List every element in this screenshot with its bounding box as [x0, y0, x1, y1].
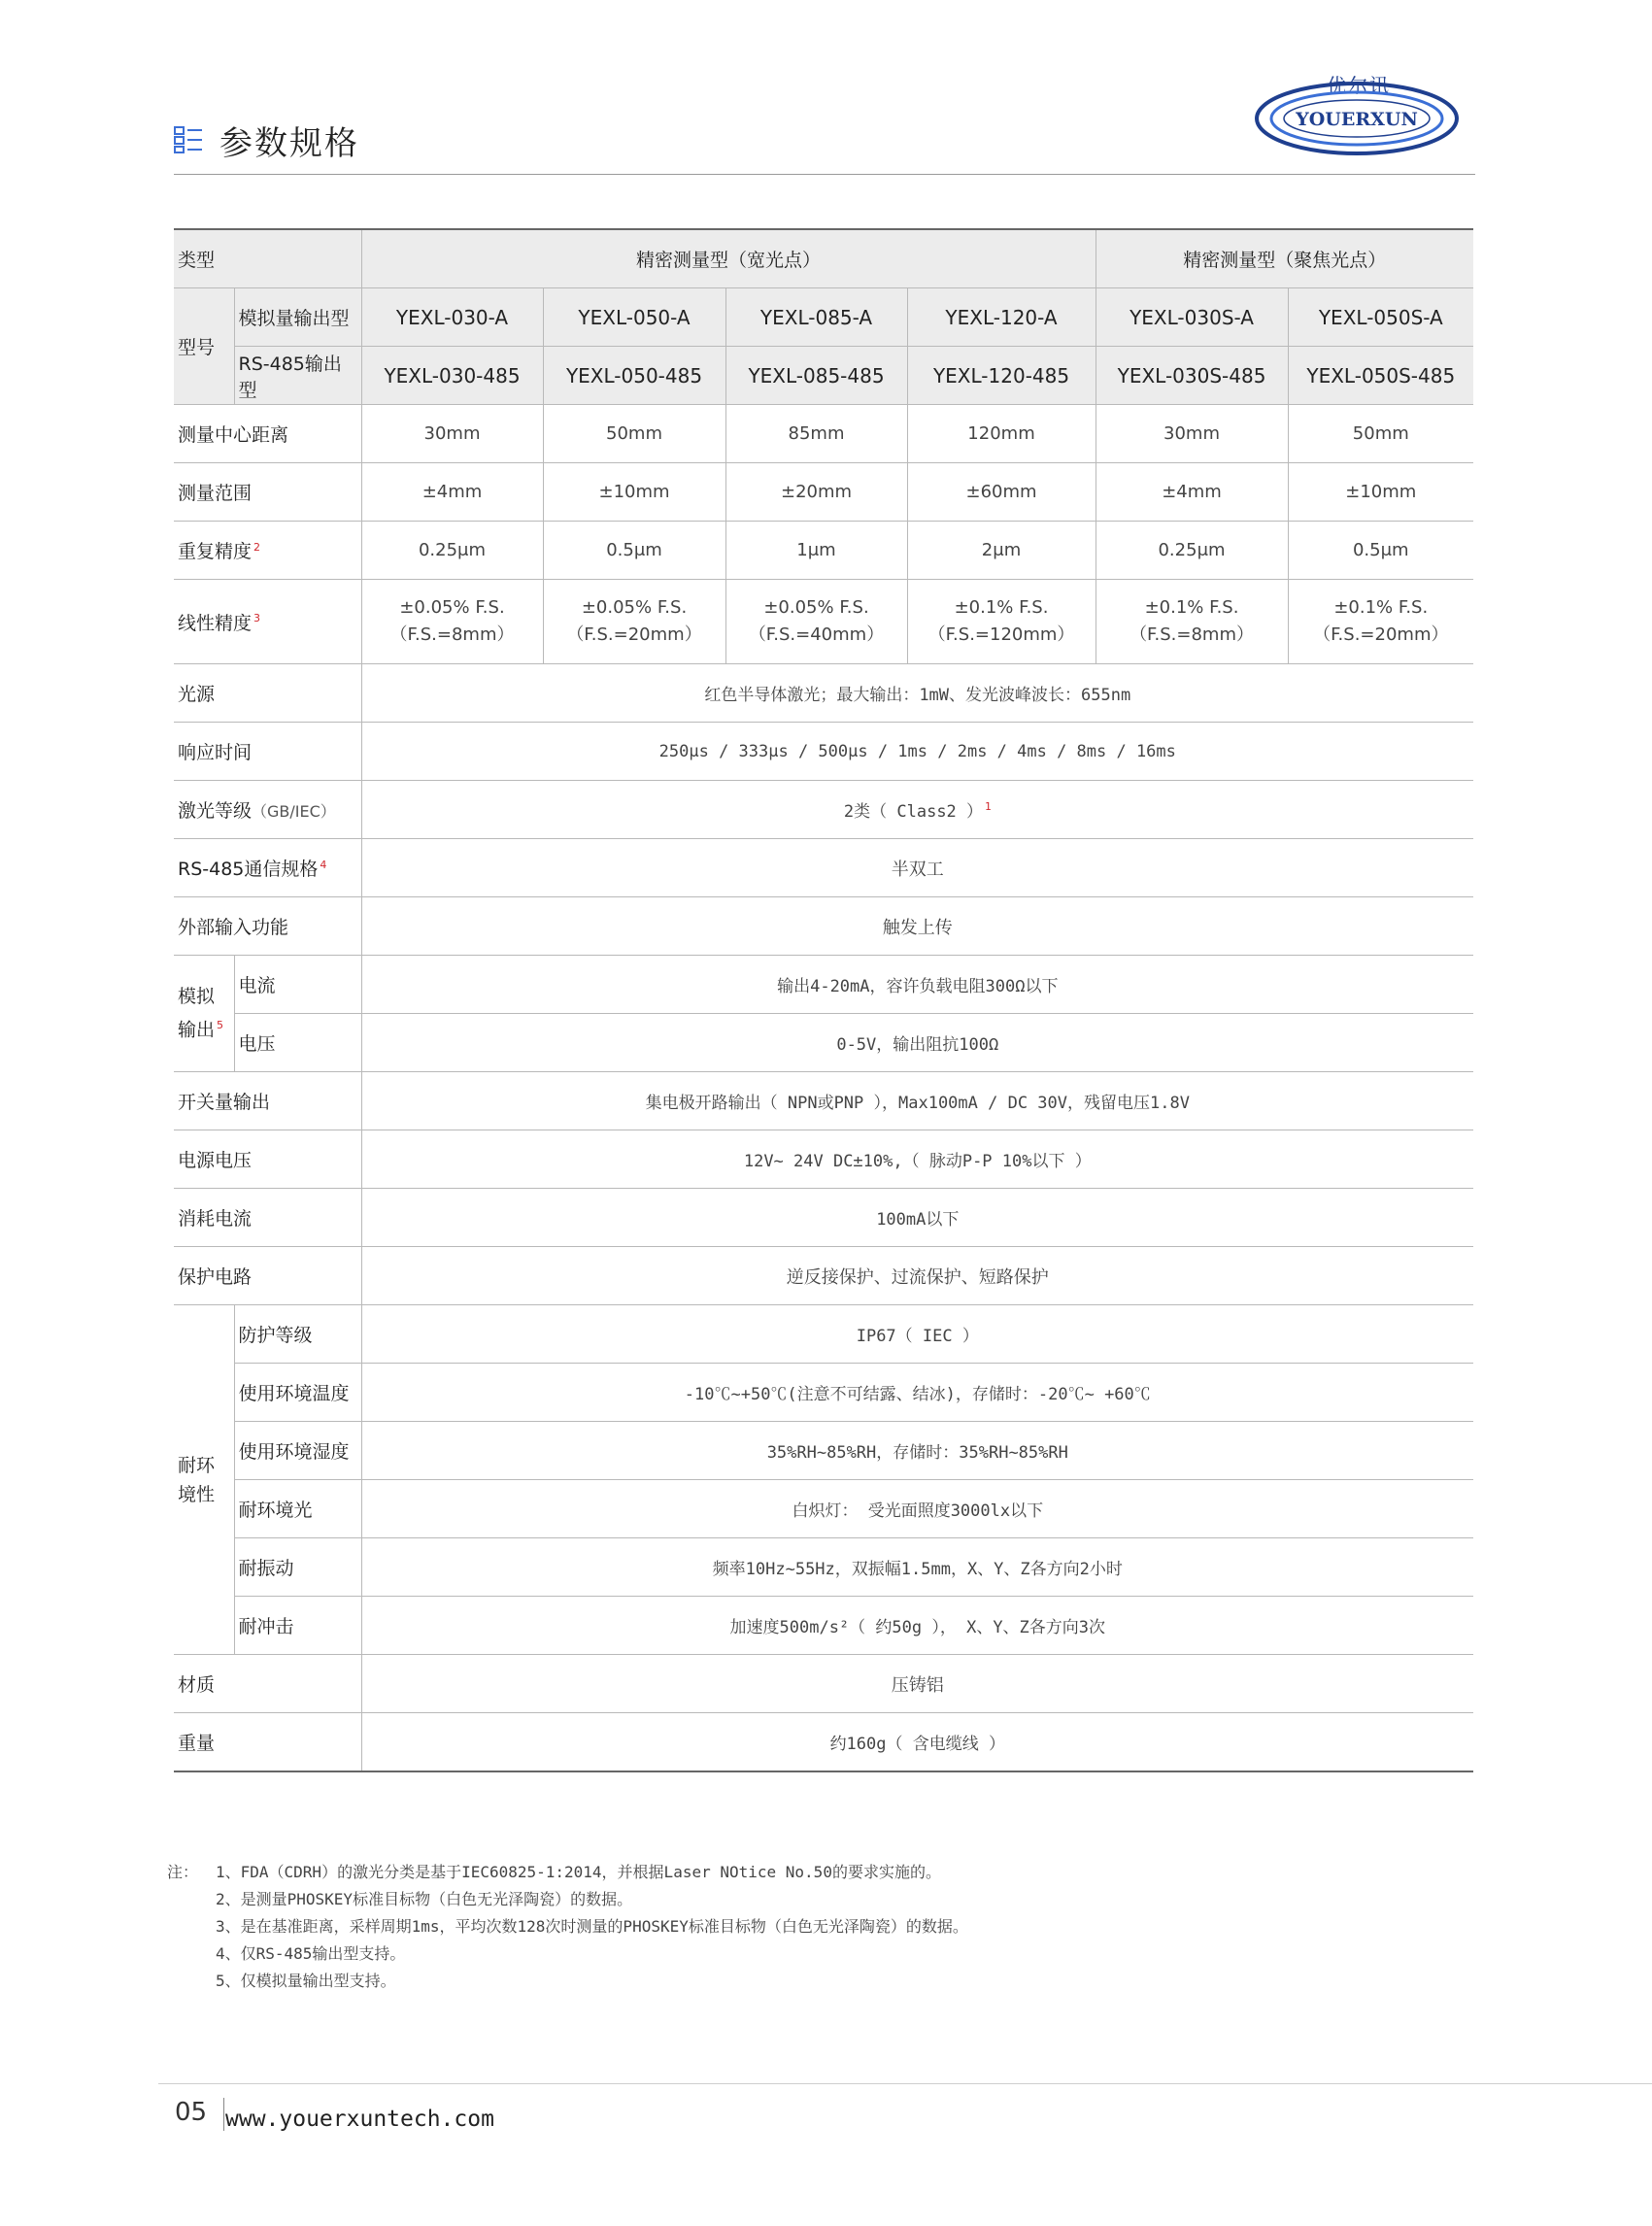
website-url: www.youerxuntech.com	[225, 2107, 494, 2132]
laser-class-label-suffix: （GB/IEC）	[252, 802, 336, 821]
footnote-text: 2、是测量PHOSKEY标准目标物（白色无光泽陶瓷）的数据。	[216, 1890, 633, 1908]
table-cell: 0.5μm	[543, 522, 725, 580]
linearity-label	[174, 580, 361, 664]
linearity-fs: （F.S.=8mm）	[389, 624, 515, 645]
table-row-weight	[174, 1713, 1473, 1772]
table-row-power-voltage	[174, 1130, 1473, 1189]
table-cell: 0.25μm	[361, 522, 543, 580]
laser-class-text: 2类（ Class2 ）	[843, 802, 984, 822]
footnote-text: 5、仅模拟量输出型支持。	[216, 1972, 396, 1990]
footnote-marker: 5	[217, 1019, 224, 1032]
analog-output-group-label	[174, 956, 234, 1072]
footnote-marker: 4	[320, 858, 327, 871]
spec-table	[174, 228, 1473, 1772]
voltage-label: 电压	[234, 1014, 361, 1072]
voltage-value: 0-5V，输出阻抗100Ω	[361, 1014, 1473, 1072]
table-cell: 1μm	[725, 522, 907, 580]
current-label: 电流	[234, 956, 361, 1014]
rs485-type-label: RS-485输出型	[234, 347, 361, 405]
weight-label: 重量	[174, 1713, 361, 1772]
rs485-spec-label	[174, 839, 361, 897]
table-row-env-temp	[174, 1364, 1473, 1422]
group-focus-spot: 精密测量型（聚焦光点）	[1096, 229, 1473, 288]
linearity-fs: （F.S.=20mm）	[566, 624, 702, 645]
model-cell: YEXL-050S-485	[1288, 347, 1473, 405]
footnote-item	[167, 1859, 968, 1886]
footnote-item	[167, 1940, 968, 1968]
linearity-label-text: 线性精度	[178, 612, 253, 634]
table-row-range	[174, 463, 1473, 522]
table-cell: ±4mm	[1096, 463, 1288, 522]
light-source-value: 红色半导体激光；最大输出：1mW、发光波峰波长：655nm	[361, 664, 1473, 723]
material-value: 压铸铝	[361, 1655, 1473, 1713]
model-cell: YEXL-050S-A	[1288, 288, 1473, 347]
env-group-line2: 境性	[178, 1483, 216, 1505]
table-row-external-input	[174, 897, 1473, 956]
model-cell: YEXL-120-485	[907, 347, 1096, 405]
env-group-line1: 耐环	[178, 1454, 216, 1476]
switch-output-value: 集电极开路输出（ NPN或PNP ），Max100mA / DC 30V，残留电压1.8V	[361, 1072, 1473, 1130]
footnote-marker: 2	[253, 540, 261, 554]
table-cell: 50mm	[1288, 405, 1473, 463]
logo-english-text: YOUERXUN	[1296, 109, 1418, 130]
footnote-marker: 1	[985, 800, 992, 814]
rs485-spec-value: 半双工	[361, 839, 1473, 897]
table-row-env-vibration	[174, 1538, 1473, 1597]
logo-chinese-text: 优尔讯	[1327, 74, 1391, 97]
table-row-env-ip	[174, 1305, 1473, 1364]
table-row-material	[174, 1655, 1473, 1713]
current-value: 输出4-20mA，容许负载电阻300Ω以下	[361, 956, 1473, 1014]
table-cell: ±10mm	[1288, 463, 1473, 522]
footnote-lead: 注：	[167, 1863, 199, 1881]
env-row-value: 频率10Hz~55Hz，双振幅1.5mm，X、Y、Z各方向2小时	[361, 1538, 1473, 1597]
linearity-fs: （F.S.=8mm）	[1129, 624, 1254, 645]
consumption-label: 消耗电流	[174, 1189, 361, 1247]
model-cell: YEXL-030-A	[361, 288, 543, 347]
response-label: 响应时间	[174, 723, 361, 781]
linearity-fs: （F.S.=40mm）	[748, 624, 885, 645]
env-row-label: 耐冲击	[234, 1597, 361, 1655]
weight-value: 约160g（ 含电缆线 ）	[361, 1713, 1473, 1772]
light-source-label: 光源	[174, 664, 361, 723]
table-cell	[1096, 580, 1288, 664]
footer-divider	[158, 2083, 1652, 2084]
table-row-analog-models	[174, 288, 1473, 347]
response-value: 250μs / 333μs / 500μs / 1ms / 2ms / 4ms / 8ms / 16ms	[361, 723, 1473, 781]
rs485-spec-label-text: RS-485通信规格	[178, 859, 319, 880]
table-row-repeatability	[174, 522, 1473, 580]
analog-group-line2	[178, 1011, 230, 1044]
table-cell: ±60mm	[907, 463, 1096, 522]
brand-logo	[1253, 68, 1462, 160]
linearity-fs: （F.S.=20mm）	[1313, 624, 1449, 645]
table-cell: 0.5μm	[1288, 522, 1473, 580]
table-row-type	[174, 229, 1473, 288]
model-cell: YEXL-030-485	[361, 347, 543, 405]
footnote-item	[167, 1886, 968, 1913]
footnote-text: 1、FDA（CDRH）的激光分类是基于IEC60825-1:2014，并根据Laser NOtice No.50的要求实施的。	[216, 1863, 941, 1881]
env-row-value: 白炽灯： 受光面照度3000lx以下	[361, 1480, 1473, 1538]
env-row-label: 耐振动	[234, 1538, 361, 1597]
laser-class-label	[174, 781, 361, 839]
linearity-value: ±0.1% F.S.	[1333, 597, 1429, 618]
table-row-consumption	[174, 1189, 1473, 1247]
model-label: 型号	[174, 288, 234, 405]
table-row-env-light	[174, 1480, 1473, 1538]
distance-label: 测量中心距离	[174, 405, 361, 463]
model-cell: YEXL-050-A	[543, 288, 725, 347]
table-row-rs485-models	[174, 347, 1473, 405]
env-row-value: -10℃~+50℃(注意不可结露、结冰)，存储时：-20℃~ +60℃	[361, 1364, 1473, 1422]
linearity-fs: （F.S.=120mm）	[927, 624, 1075, 645]
table-row-env-shock	[174, 1597, 1473, 1655]
material-label: 材质	[174, 1655, 361, 1713]
table-row-rs485-spec	[174, 839, 1473, 897]
linearity-value: ±0.05% F.S.	[763, 597, 869, 618]
table-cell: ±4mm	[361, 463, 543, 522]
power-voltage-value: 12V~ 24V DC±10%,（ 脉动P-P 10%以下 ）	[361, 1130, 1473, 1189]
group-wide-spot: 精密测量型（宽光点）	[361, 229, 1096, 288]
footnote-marker: 3	[253, 612, 261, 625]
analog-group-line1: 模拟	[178, 986, 216, 1008]
checklist-icon	[174, 126, 203, 153]
table-row-protection	[174, 1247, 1473, 1305]
power-voltage-label: 电源电压	[174, 1130, 361, 1189]
model-cell: YEXL-085-485	[725, 347, 907, 405]
model-cell: YEXL-030S-485	[1096, 347, 1288, 405]
consumption-value: 100mA以下	[361, 1189, 1473, 1247]
env-row-value: 35%RH~85%RH，存储时：35%RH~85%RH	[361, 1422, 1473, 1480]
external-input-label: 外部输入功能	[174, 897, 361, 956]
footnotes	[167, 1859, 968, 1995]
table-cell: 30mm	[361, 405, 543, 463]
table-cell: 30mm	[1096, 405, 1288, 463]
footnote-text: 3、是在基准距离，采样周期1ms，平均次数128次时测量的PHOSKEY标准目标物（白色无光泽陶瓷）的数据。	[216, 1917, 968, 1936]
header-divider	[174, 174, 1475, 175]
table-cell: 0.25μm	[1096, 522, 1288, 580]
table-row-response	[174, 723, 1473, 781]
env-row-label: 使用环境温度	[234, 1364, 361, 1422]
page-title: 参数规格	[219, 124, 359, 163]
footnote-item	[167, 1913, 968, 1940]
external-input-value: 触发上传	[361, 897, 1473, 956]
table-cell	[361, 580, 543, 664]
range-label: 测量范围	[174, 463, 361, 522]
page-number: 05	[175, 2098, 208, 2127]
model-cell: YEXL-050-485	[543, 347, 725, 405]
env-row-value: 加速度500m/s²（ 约50g ）， X、Y、Z各方向3次	[361, 1597, 1473, 1655]
repeatability-label	[174, 522, 361, 580]
linearity-value: ±0.05% F.S.	[581, 597, 688, 618]
table-cell: 120mm	[907, 405, 1096, 463]
table-row-switch-output	[174, 1072, 1473, 1130]
laser-class-label-text: 激光等级	[178, 800, 253, 822]
protection-value: 逆反接保护、过流保护、短路保护	[361, 1247, 1473, 1305]
analog-type-label: 模拟量输出型	[234, 288, 361, 347]
table-cell: ±20mm	[725, 463, 907, 522]
footer-separator	[223, 2098, 224, 2131]
table-cell	[907, 580, 1096, 664]
table-row-light-source	[174, 664, 1473, 723]
analog-group-line2-text: 输出	[178, 1019, 216, 1041]
environment-group-label	[174, 1305, 234, 1655]
footnote-text: 4、仅RS-485输出型支持。	[216, 1944, 406, 1963]
table-row-analog-voltage	[174, 1014, 1473, 1072]
env-row-label: 防护等级	[234, 1305, 361, 1364]
table-row-laser-class	[174, 781, 1473, 839]
table-cell	[1288, 580, 1473, 664]
repeatability-label-text: 重复精度	[178, 541, 253, 562]
model-cell: YEXL-085-A	[725, 288, 907, 347]
protection-label: 保护电路	[174, 1247, 361, 1305]
table-row-distance	[174, 405, 1473, 463]
table-cell	[725, 580, 907, 664]
laser-class-value	[361, 781, 1473, 839]
table-row-analog-current	[174, 956, 1473, 1014]
table-cell: 2μm	[907, 522, 1096, 580]
env-row-label: 使用环境湿度	[234, 1422, 361, 1480]
table-cell: ±10mm	[543, 463, 725, 522]
linearity-value: ±0.1% F.S.	[1144, 597, 1239, 618]
table-row-linearity	[174, 580, 1473, 664]
switch-output-label: 开关量输出	[174, 1072, 361, 1130]
footnote-item	[167, 1968, 968, 1995]
table-cell: 50mm	[543, 405, 725, 463]
env-row-value: IP67（ IEC ）	[361, 1305, 1473, 1364]
model-cell: YEXL-120-A	[907, 288, 1096, 347]
env-row-label: 耐环境光	[234, 1480, 361, 1538]
table-row-env-humidity	[174, 1422, 1473, 1480]
linearity-value: ±0.1% F.S.	[954, 597, 1049, 618]
model-cell: YEXL-030S-A	[1096, 288, 1288, 347]
table-cell: 85mm	[725, 405, 907, 463]
table-cell	[543, 580, 725, 664]
type-label: 类型	[174, 229, 361, 288]
linearity-value: ±0.05% F.S.	[399, 597, 505, 618]
